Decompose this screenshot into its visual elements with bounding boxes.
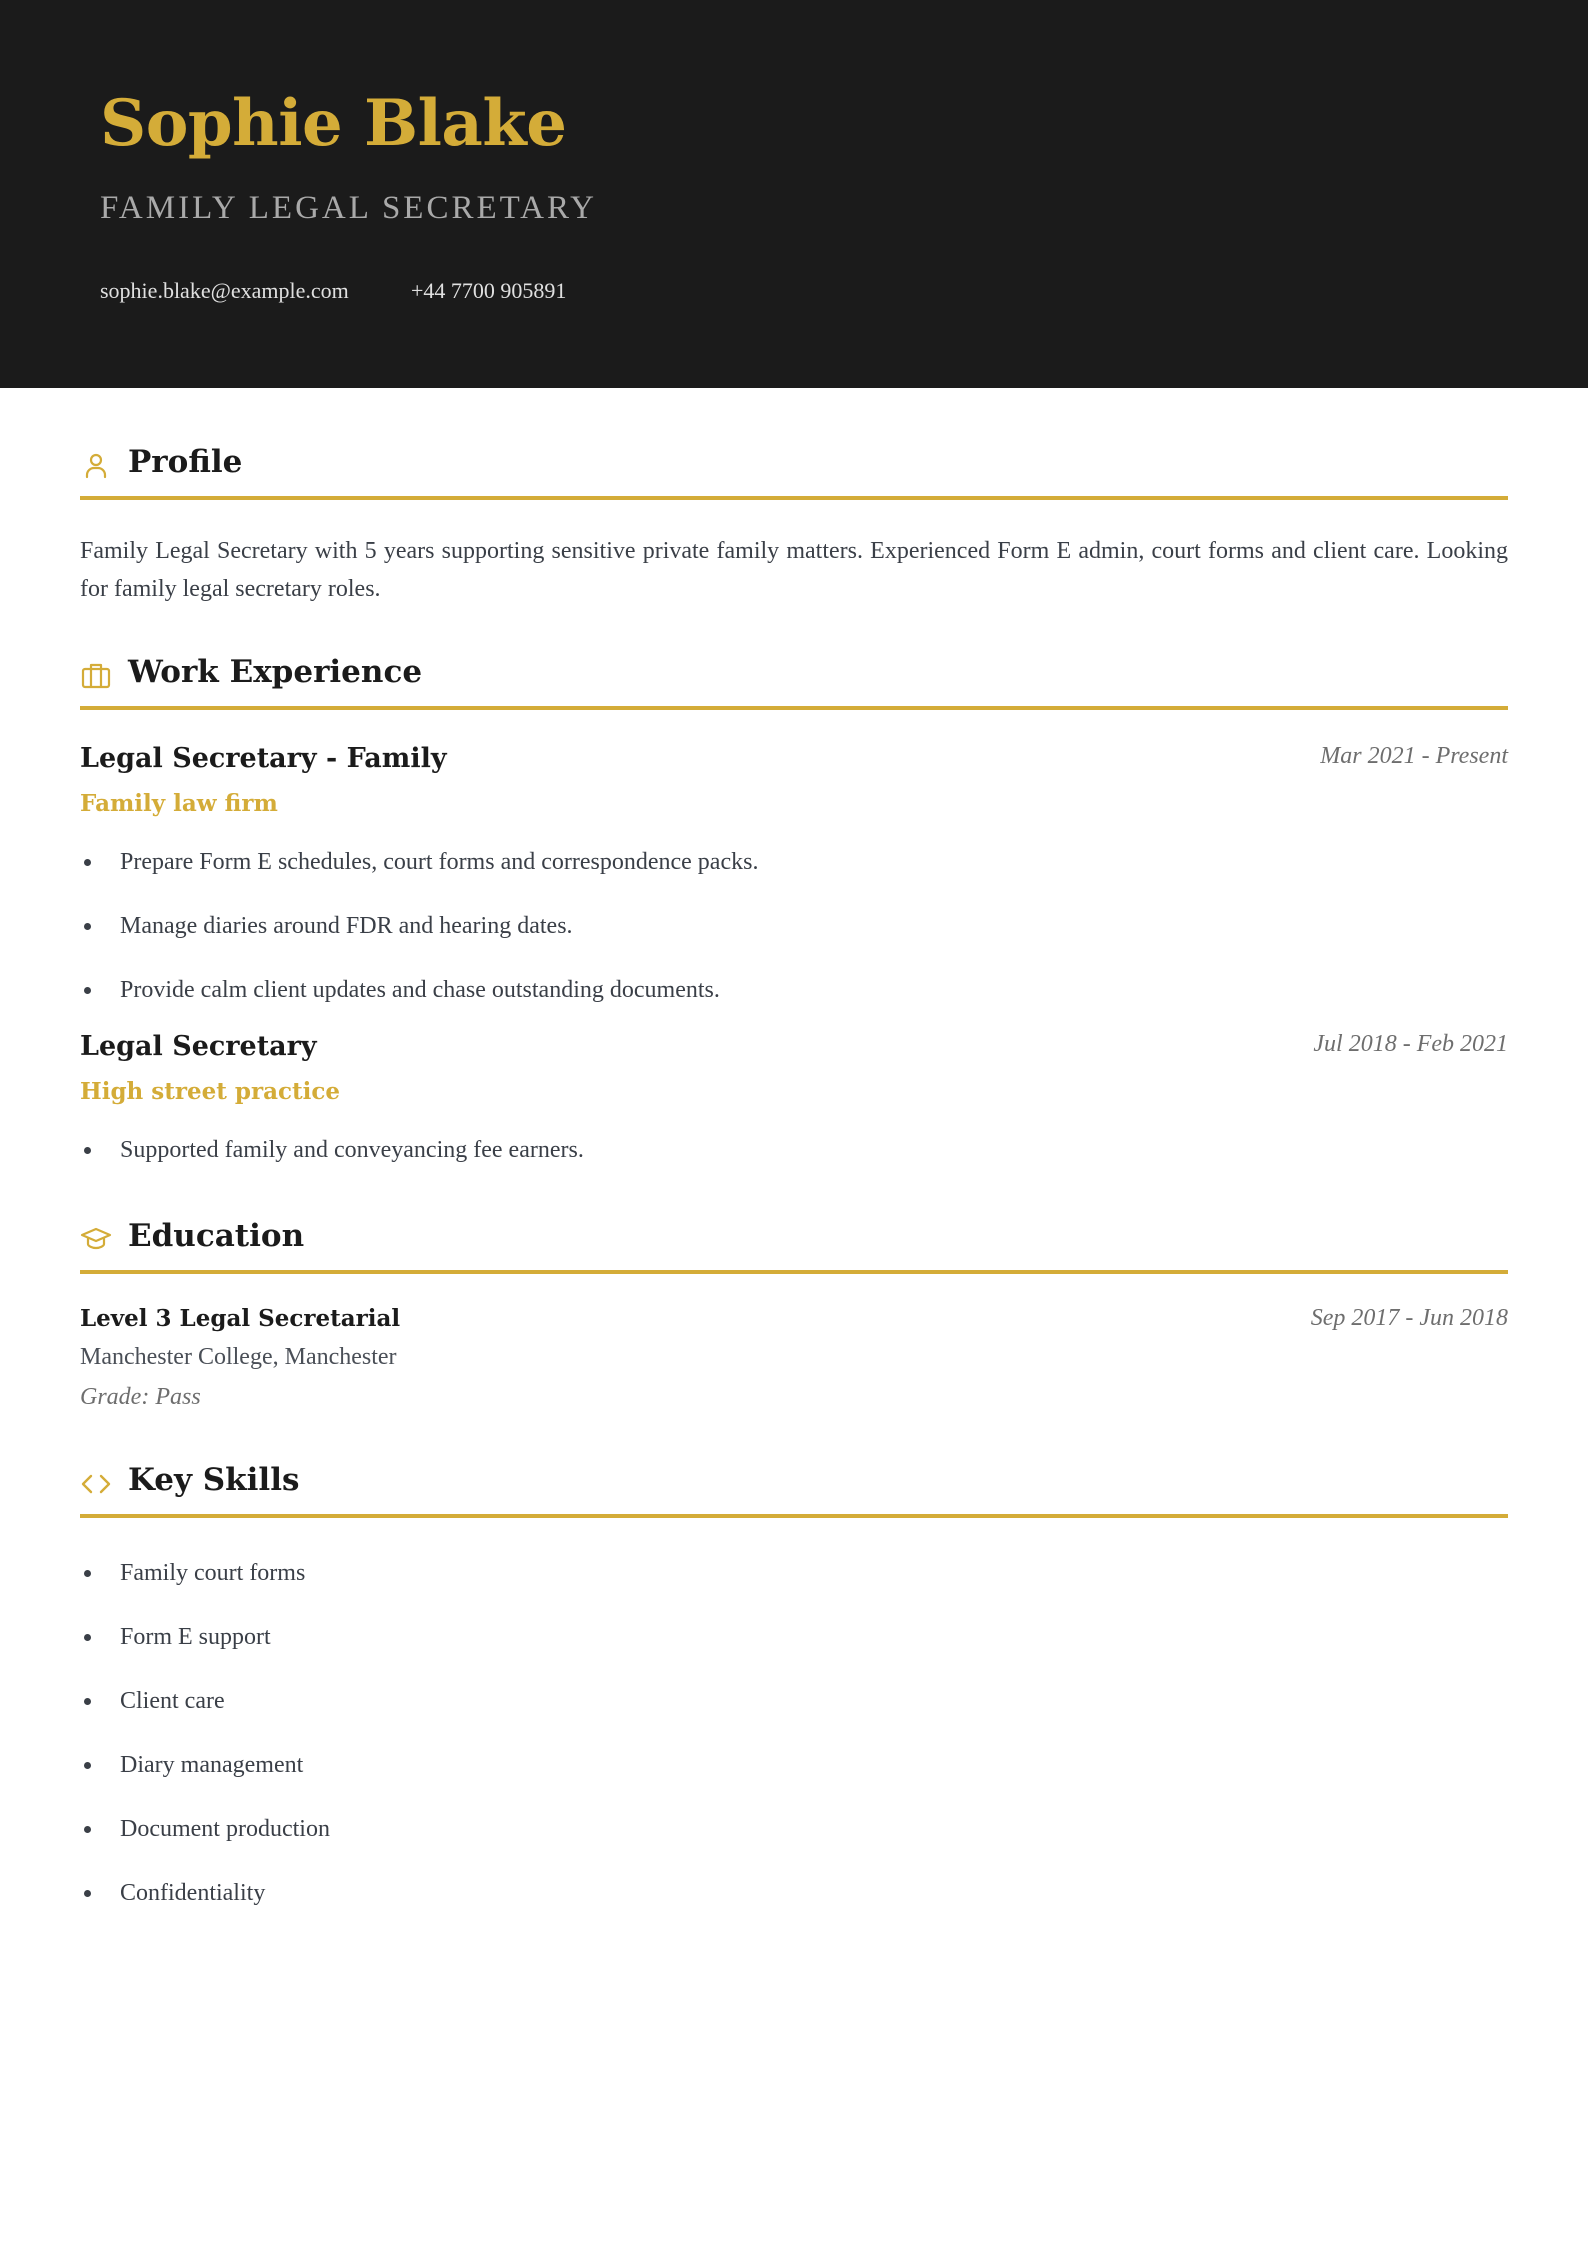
skills-title: Key Skills [128,1462,300,1498]
education-grade: Grade: Pass [80,1384,201,1410]
skill-item: Form E support [80,1620,1508,1684]
skill-item: Family court forms [80,1556,1508,1620]
contact-phone[interactable]: +44 7700 905891 [411,278,567,303]
education-degree: Level 3 Legal Secretarial [80,1305,401,1332]
experience-section-heading [80,654,1508,710]
job-role: Legal Secretary - Family [80,743,447,774]
list-item: Provide calm client updates and chase outstanding documents. [80,973,1508,1037]
job-dates: Jul 2018 - Feb 2021 [1313,1031,1508,1057]
education-title: Education [128,1218,305,1254]
skills-list [80,1556,1508,1940]
candidate-title: FAMILY LEGAL SECRETARY [100,190,597,226]
graduation-cap-icon [80,1224,112,1256]
person-icon [80,450,112,482]
code-icon [80,1468,112,1500]
job-role: Legal Secretary [80,1031,317,1062]
profile-section-heading [80,444,1508,500]
education-section-heading [80,1218,1508,1274]
contact-email[interactable]: sophie.blake@example.com [100,278,349,303]
skill-item: Document production [80,1812,1508,1876]
job-bullets [80,845,1508,1037]
skill-item: Confidentiality [80,1876,1508,1940]
list-item: Manage diaries around FDR and hearing dates. [80,909,1508,973]
skill-item: Diary management [80,1748,1508,1812]
candidate-name: Sophie Blake [100,86,567,161]
education-school: Manchester College, Manchester [80,1344,397,1370]
job-bullets [80,1133,1508,1197]
job-dates: Mar 2021 - Present [1320,743,1508,769]
briefcase-icon [80,660,112,692]
list-item: Supported family and conveyancing fee earners. [80,1133,1508,1197]
resume-header [0,0,1588,388]
profile-title: Profile [128,444,243,480]
skills-section-heading [80,1462,1508,1518]
job-company: High street practice [80,1078,340,1105]
job-company: Family law firm [80,790,278,817]
skill-item: Client care [80,1684,1508,1748]
experience-title: Work Experience [128,654,423,690]
education-dates: Sep 2017 - Jun 2018 [1310,1305,1508,1331]
profile-text: Family Legal Secretary with 5 years supporting sensitive private family matters. Experienced Form E admin, court forms and client care. Looking for family legal secretary roles. [80,538,1508,602]
list-item: Prepare Form E schedules, court forms and correspondence packs. [80,845,1508,909]
